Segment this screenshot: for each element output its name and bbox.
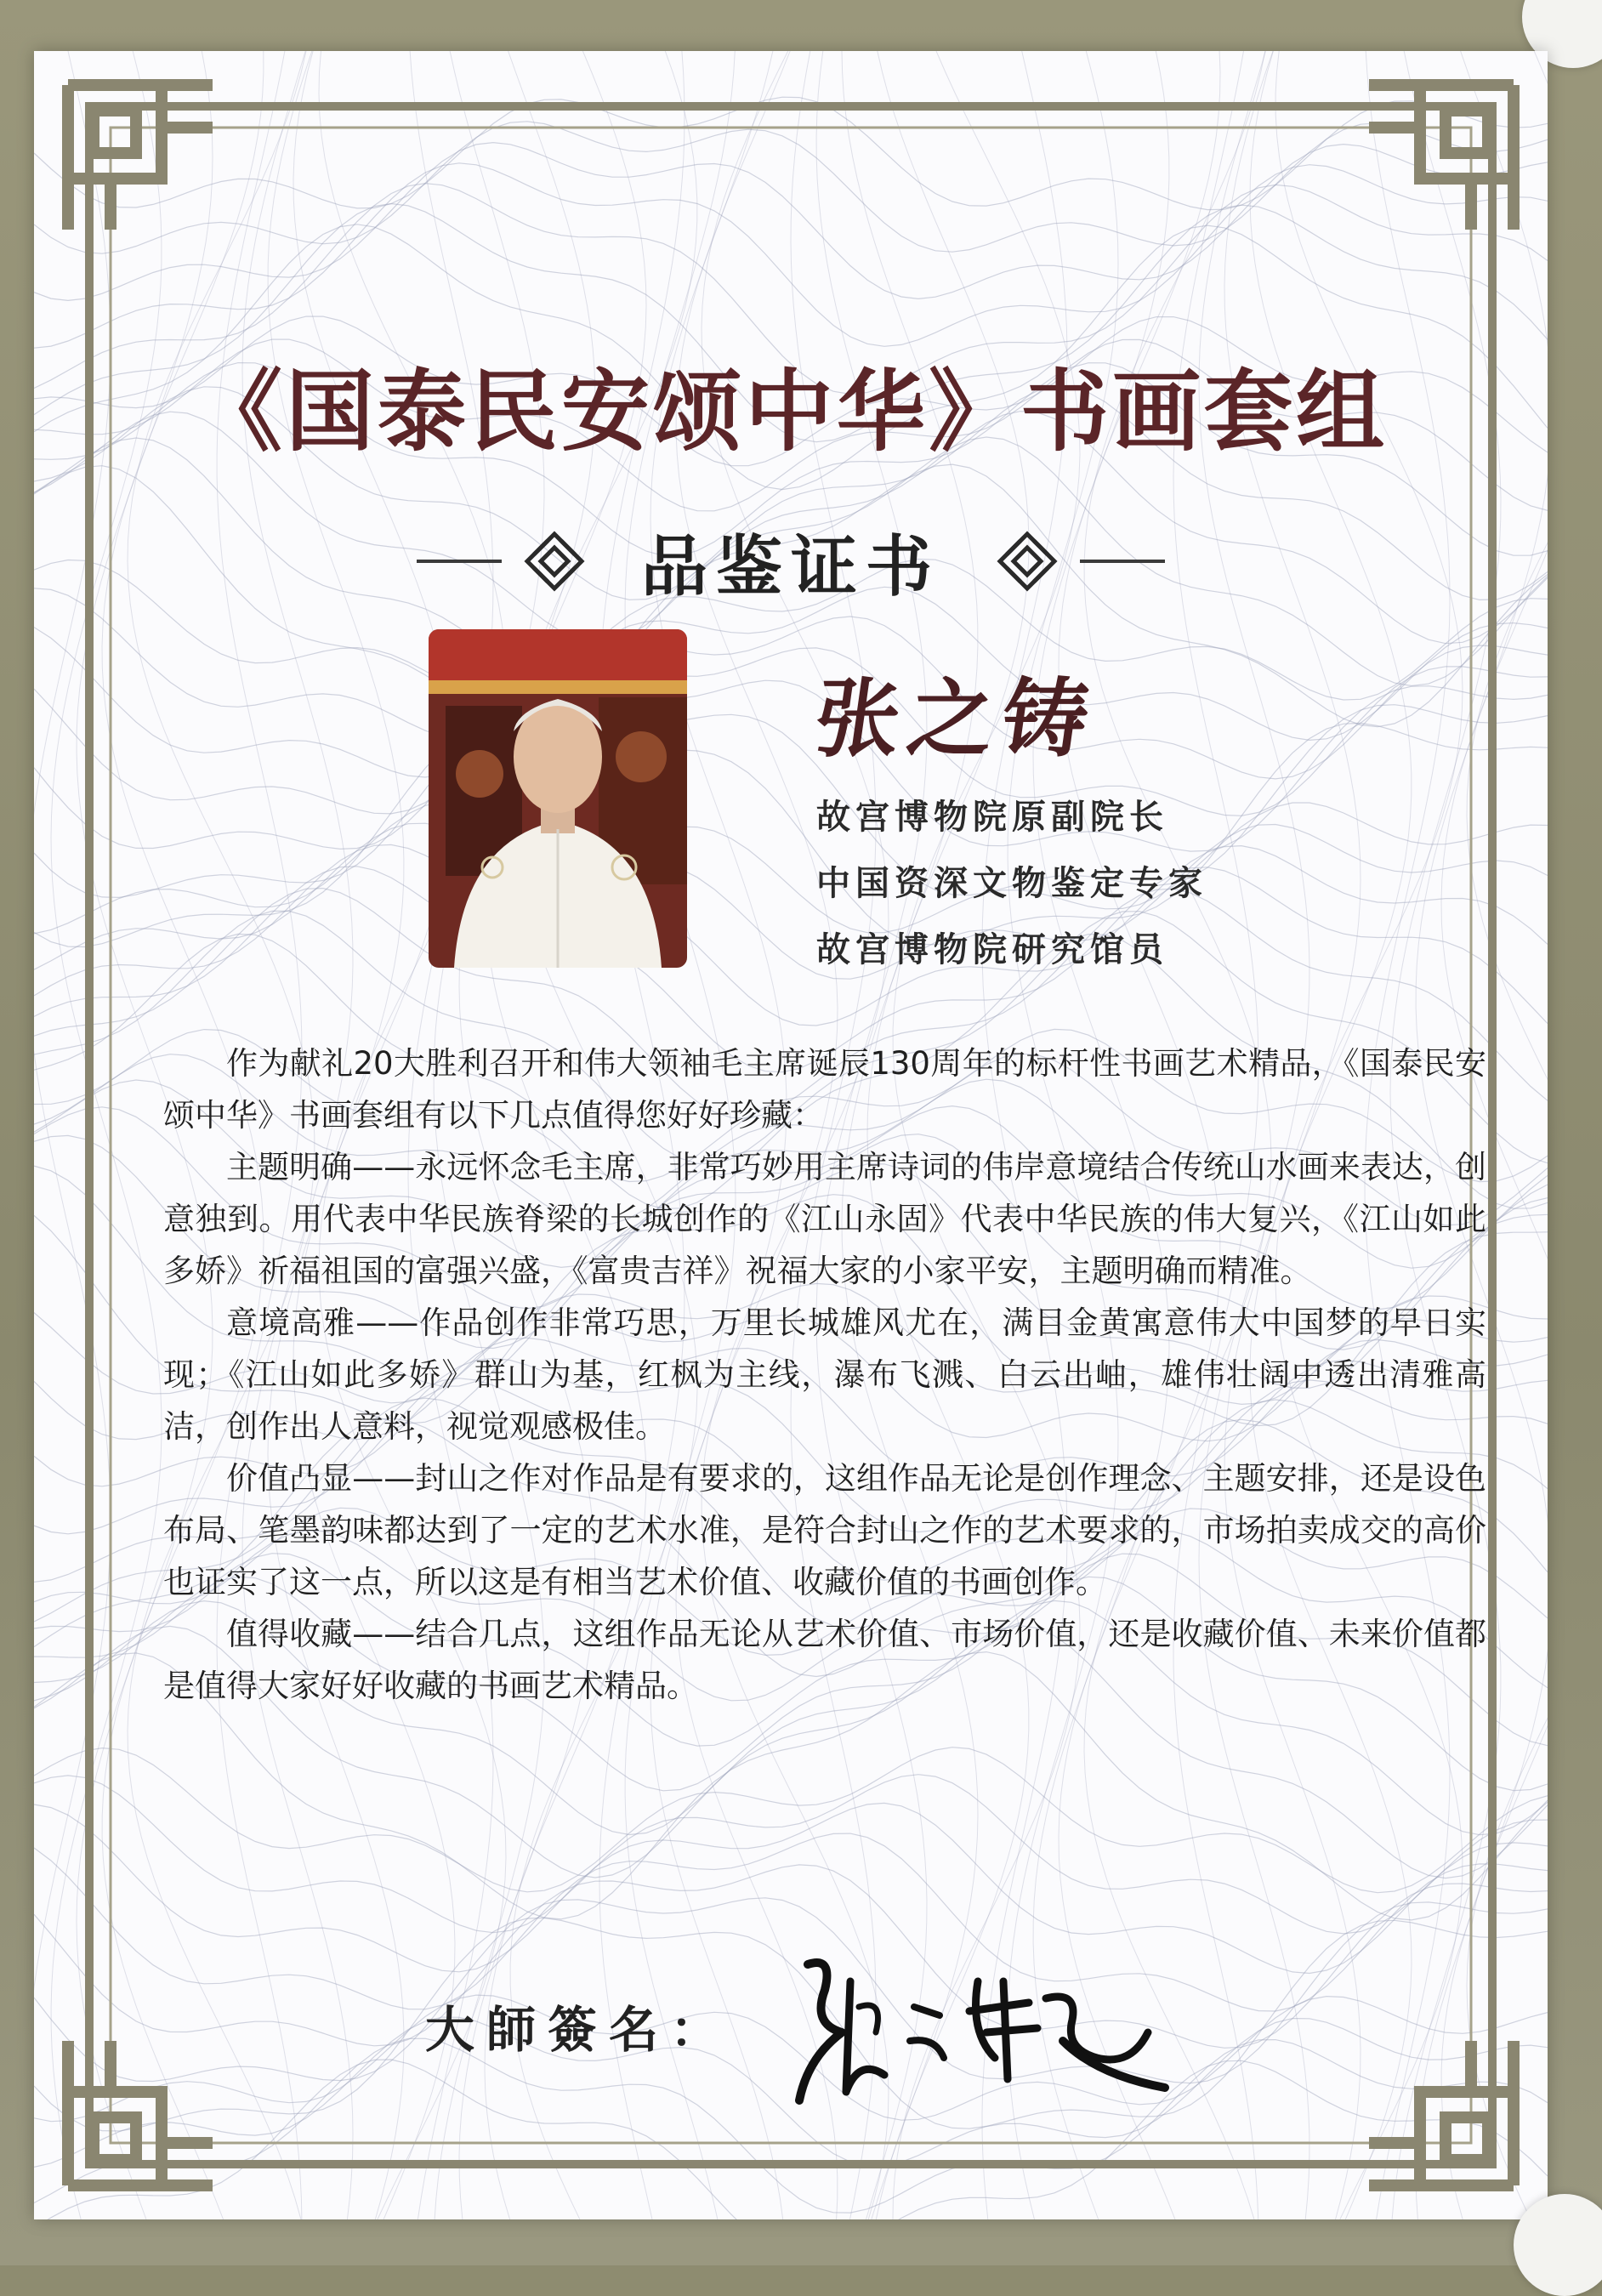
body-paragraph: 价值凸显——封山之作对作品是有要求的，这组作品无论是创作理念、主题安排，还是设色布局、笔墨韵味都达到了一定的艺术水准，是符合封山之作的艺术要求的，市场拍卖成交的高价也证实了这一点，所以这是有相当艺术价值、收藏价值的书画创作。 [163, 1460, 1486, 1600]
endless-knot-icon [524, 531, 585, 592]
body-paragraph: 值得收藏——结合几点，这组作品无论从艺术价值、市场价值，还是收藏价值、未来价值都是值得大家好好收藏的书画艺术精品。 [163, 1616, 1486, 1704]
expert-name: 张之铸 [808, 668, 1104, 769]
endless-knot-icon [997, 531, 1058, 592]
portrait-photo [429, 629, 687, 968]
expert-title-line: 故宫博物院原副院长 [816, 798, 1168, 837]
body-paragraph: 主题明确——永远怀念毛主席，非常巧妙用主席诗词的伟岸意境结合传统山水画来表达，创意独到。用代表中华民族脊梁的长城创作的《江山永固》代表中华民族的伟大复兴，《江山如此多娇》祈福祖国的富强兴盛，《富贵吉祥》祝福大家的小家平安，主题明确而精准。 [163, 1149, 1486, 1289]
subtitle-row [34, 514, 1548, 608]
expert-title-line: 中国资深文物鉴定专家 [816, 864, 1207, 903]
body-paragraph: 作为献礼20大胜利召开和伟大领袖毛主席诞辰130周年的标杆性书画艺术精品，《国泰民安颂中华》书画套组有以下几点值得您好好珍藏： [163, 1045, 1486, 1134]
signature-label: 大師簽名： [425, 2001, 732, 2059]
body-paragraph: 意境高雅——作品创作非常巧思，万里长城雄风尤在，满目金黄寓意伟大中国梦的早日实现；《江山如此多娇》群山为基，红枫为主线，瀑布飞溅、白云出岫，雄伟壮阔中透出清雅高洁，创作出人意料，视觉观感极佳。 [163, 1304, 1486, 1445]
expert-title-line: 故宫博物院研究馆员 [816, 930, 1168, 969]
corner-object [1514, 2194, 1602, 2296]
certificate-title: 《国泰民安颂中华》书画套组 [193, 359, 1388, 463]
certificate-subtitle: 品鉴证书 [640, 528, 940, 605]
signature-mark [774, 1930, 1182, 2126]
expert-titles [816, 784, 1207, 983]
certificate-body [163, 1037, 1486, 1712]
divider-line-right [1080, 560, 1165, 563]
divider-line-left [417, 560, 502, 563]
certificate-paper [34, 51, 1548, 2219]
